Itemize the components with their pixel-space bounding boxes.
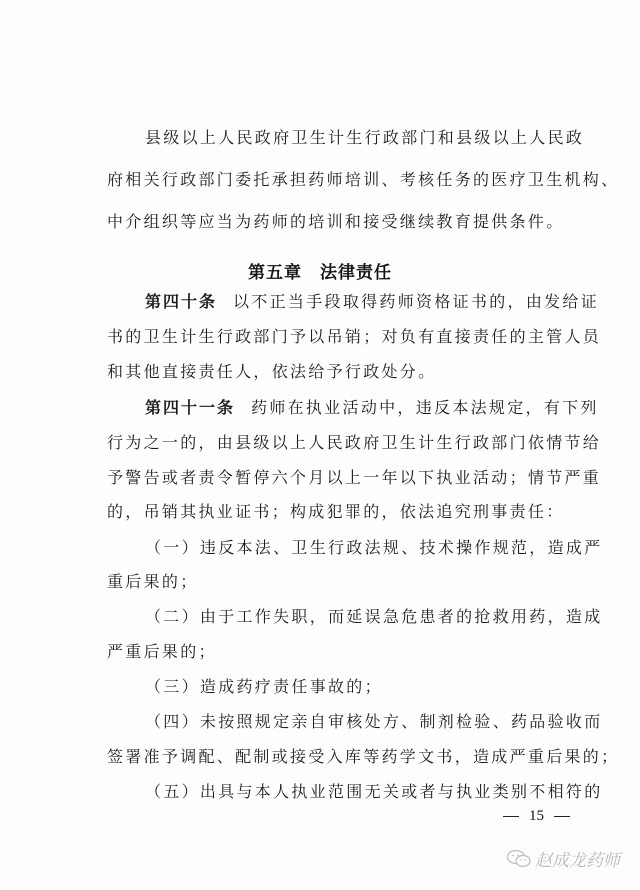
article-text: 以不正当手段取得药师资格证书的，由发给证 (233, 292, 600, 311)
list-item-line: 重后果的； (107, 572, 199, 591)
article-line: 和其他直接责任人，依法给予行政处分。 (107, 362, 437, 381)
article-line: 的，吊销其执业证书；构成犯罪的，依法追究刑事责任： (107, 502, 565, 521)
paragraph-line: 县级以上人民政府卫生计生行政部门和县级以上人民政 (145, 128, 585, 147)
list-item-line: 严重后果的； (107, 642, 217, 661)
list-item-line: （三）造成药疗责任事故的； (145, 677, 383, 696)
article-line: 予警告或者责令暂停六个月以上一年以下执业活动；情节严重 (107, 468, 602, 487)
article-line: 书的卫生计生行政部门予以吊销；对负有直接责任的主管人员 (107, 327, 602, 346)
watermark-text: 赵成龙药师 (535, 851, 620, 871)
paragraph-line: 中介组织等应当为药师的培训和接受继续教育提供条件。 (107, 212, 565, 231)
watermark (506, 846, 620, 871)
chapter-heading (0, 258, 640, 283)
chapter-number: 第五章 (248, 263, 302, 283)
dash (554, 816, 570, 817)
article-label: 第四十条 (145, 292, 218, 311)
article-text: 药师在执业活动中，违反本法规定，有下列 (251, 398, 599, 417)
page-number: 15 (493, 808, 580, 825)
wechat-icon (506, 849, 532, 869)
list-item-line: （四）未按照规定亲自审核处方、制剂检验、药品验收而 (145, 712, 603, 731)
article-label: 第四十一条 (145, 398, 236, 417)
article-41-line (145, 398, 599, 418)
article-line: 行为之一的，由县级以上人民政府卫生计生行政部门依情节给 (107, 433, 602, 452)
list-item-line: （二）由于工作失职，而延误急危患者的抢救用药，造成 (145, 607, 603, 626)
list-item-line: （五）出具与本人执业范围无关或者与执业类别不相符的 (145, 782, 603, 801)
paragraph-line: 府相关行政部门委托承担药师培训、考核任务的医疗卫生机构、 (107, 170, 620, 189)
dash (503, 816, 519, 817)
list-item-line: （一）违反本法、卫生行政法规、技术操作规范，造成严 (145, 538, 603, 557)
list-item-line: 签署准予调配、配制或接受入库等药学文书，造成严重后果的； (107, 747, 620, 766)
chapter-title: 法律责任 (320, 263, 392, 283)
article-40-line (145, 292, 599, 312)
